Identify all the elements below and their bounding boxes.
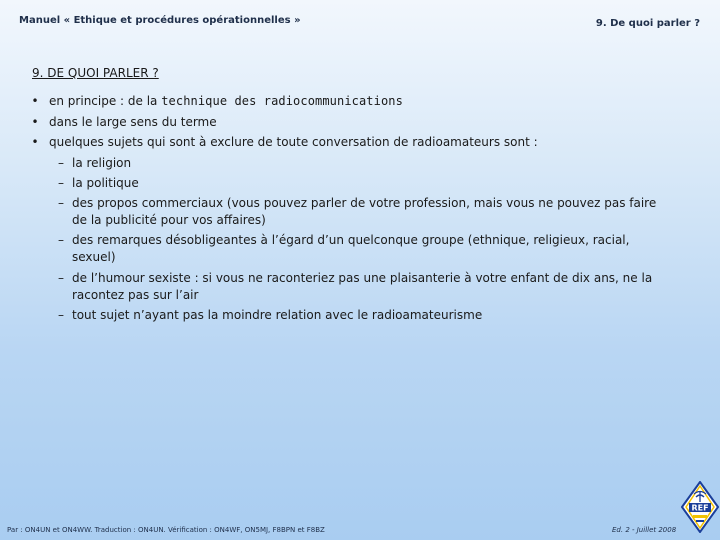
ref-logo-icon	[681, 481, 719, 533]
bullet-text: en principe : de la	[49, 94, 162, 108]
sub-item-text: tout sujet n’ayant pas la moindre relation avec le radioamateurisme	[72, 307, 483, 322]
footer-edition: Ed. 2 - Juillet 2008	[612, 526, 677, 534]
manual-title: Manuel « Ethique et procédures opérationnelles »	[19, 15, 301, 26]
dash-icon: –	[58, 175, 64, 190]
logo-text: REF	[691, 503, 709, 513]
bullet-item	[30, 114, 670, 131]
sub-item	[30, 270, 670, 304]
sub-item	[30, 307, 670, 324]
bullet-item	[30, 134, 670, 151]
bullet-item	[30, 93, 670, 110]
section-title: 9. De quoi parler ?	[595, 18, 700, 29]
sub-item-text: des remarques désobligeantes à l’égard d’un quelconque groupe (ethnique, religieux, racial, sexuel)	[72, 233, 630, 265]
dash-icon: –	[58, 270, 64, 285]
sub-item-text: des propos commerciaux (vous pouvez parler de votre profession, mais vous ne pouvez pas faire de la publicité pour vos affaires)	[72, 196, 657, 228]
dash-icon: –	[58, 155, 64, 170]
dash-icon: –	[58, 196, 64, 211]
bullet-emphasis: technique des radiocommunications	[161, 94, 403, 108]
bullet-icon: •	[31, 94, 39, 108]
sub-item	[30, 175, 670, 192]
footer-credits: Par : ON4UN et ON4WW. Traduction : ON4UN. Vérification : ON4WF, ON5MJ, F8BPN et F8BZ	[7, 526, 325, 534]
dash-icon: –	[58, 307, 64, 322]
sub-item	[30, 232, 670, 266]
sub-item	[30, 195, 670, 229]
section-heading: 9. DE QUOI PARLER ?	[32, 66, 159, 80]
sub-item-text: la politique	[72, 175, 139, 190]
bullet-text: dans le large sens du terme	[49, 114, 217, 129]
content-list	[30, 93, 670, 327]
sub-item	[30, 155, 670, 172]
dash-icon: –	[58, 233, 64, 248]
sub-item-text: la religion	[72, 155, 132, 170]
bullet-icon: •	[31, 135, 39, 149]
sub-item-text: de l’humour sexiste : si vous ne raconteriez pas une plaisanterie à votre enfant de dix ans, ne la racontez pas sur l’air	[72, 270, 653, 302]
bullet-text: quelques sujets qui sont à exclure de toute conversation de radioamateurs sont :	[49, 135, 538, 149]
bullet-icon: •	[31, 114, 39, 129]
